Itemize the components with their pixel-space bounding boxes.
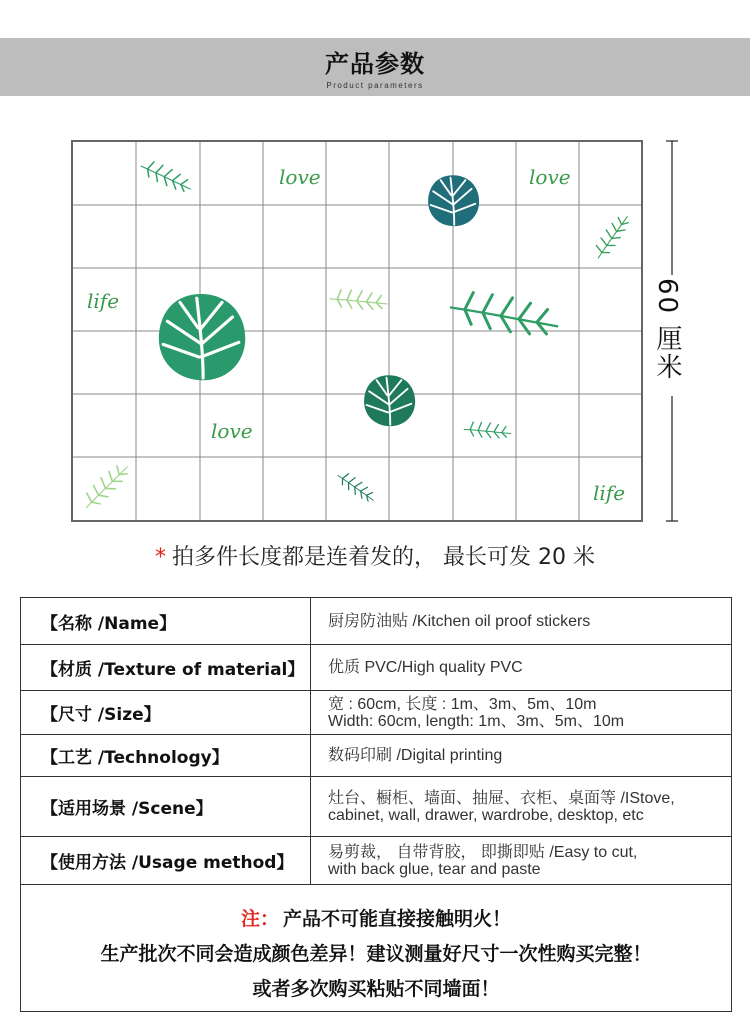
word-love-3: love	[211, 419, 253, 443]
frond-leaf-7	[338, 466, 376, 509]
monstera-leaf-small	[364, 375, 415, 426]
height-dimension-label: 60 厘米	[652, 278, 682, 382]
spec-value: 厨房防油贴 /Kitchen oil proof stickers	[311, 598, 732, 645]
spec-table	[20, 597, 732, 885]
word-life-1: life	[87, 289, 120, 313]
warning-line-2: 生产批次不同会造成颜色差异！建议测量好尺寸一次性购买完整！	[100, 943, 652, 965]
frond-leaf-6	[80, 464, 134, 508]
notice-star: *	[155, 545, 166, 570]
spec-label: 【尺寸 /Size】	[21, 691, 311, 735]
spec-row-technology	[21, 735, 732, 777]
warning-box	[20, 884, 732, 1012]
spec-row-usage	[21, 837, 732, 885]
spec-label: 【材质 /Texture of material】	[21, 645, 311, 691]
warning-line-1: 注： 产品不可能直接接触明火！	[240, 908, 512, 930]
frond-leaf-1	[141, 149, 193, 205]
spec-label: 【工艺 /Technology】	[21, 735, 311, 777]
section-subtitle: Product parameters	[326, 81, 424, 90]
spec-value: 易剪裁， 自带背胶， 即撕即贴 /Easy to cut, with back glue, tear and paste	[311, 837, 732, 885]
warning-prefix: 注：	[240, 908, 279, 930]
spec-row-size	[21, 691, 732, 735]
section-title: 产品参数	[325, 50, 425, 78]
spec-row-material	[21, 645, 732, 691]
warning-line-3: 或者多次购买粘贴不同墙面！	[252, 978, 500, 1000]
spec-label: 【名称 /Name】	[21, 598, 311, 645]
spec-row-scene	[21, 777, 732, 837]
tile-grid-svg	[73, 142, 641, 520]
frond-leaf-2	[587, 214, 637, 258]
frond-leaf-4	[450, 260, 561, 371]
tile-grid-lines	[73, 142, 641, 520]
word-love-2: love	[529, 165, 571, 189]
frond-leaf-3	[329, 271, 389, 329]
shipping-notice	[0, 540, 750, 571]
spec-value: 宽 : 60cm, 长度 : 1m、3m、5m、10m Width: 60cm, length: 1m、3m、5m、10m	[311, 691, 732, 735]
spec-label: 【使用方法 /Usage method】	[21, 837, 311, 885]
product-preview-tiles	[71, 140, 643, 522]
notice-text: 拍多件长度都是连着发的， 最长可发 20 米	[172, 545, 595, 570]
word-love-1: love	[279, 165, 321, 189]
word-life-2: life	[593, 481, 626, 505]
spec-label: 【适用场景 /Scene】	[21, 777, 311, 837]
monstera-leaf-large	[159, 294, 245, 380]
spec-value: 灶台、橱柜、墙面、抽屉、衣柜、桌面等 /IStove, cabinet, wall, drawer, wardrobe, desktop, etc	[311, 777, 732, 837]
spec-row-name	[21, 598, 732, 645]
spec-value: 优质 PVC/High quality PVC	[311, 645, 732, 691]
frond-leaf-5	[464, 407, 513, 454]
spec-value: 数码印刷 /Digital printing	[311, 735, 732, 777]
monstera-leaf-teal	[428, 175, 479, 226]
